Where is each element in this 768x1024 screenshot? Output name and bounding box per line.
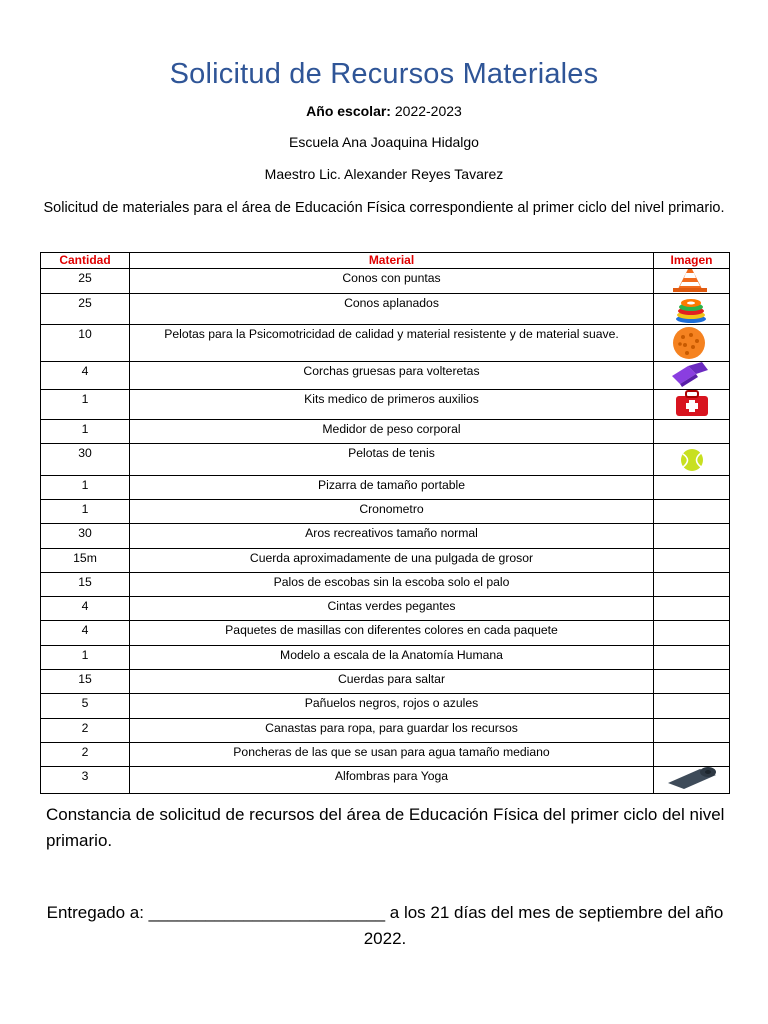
qty-cell: 1 <box>41 420 130 444</box>
orange-ball-icon <box>671 325 707 362</box>
image-cell <box>654 420 730 444</box>
qty-cell: 4 <box>41 621 130 646</box>
qty-cell: 15 <box>41 573 130 597</box>
school-name: Escuela Ana Joaquina Hidalgo <box>289 134 479 150</box>
image-cell <box>654 549 730 573</box>
request-intro: Solicitud de materiales para el área de Educación Física correspondiente al primer ciclo del nivel primario. <box>43 200 725 216</box>
table-row <box>41 444 730 476</box>
qty-cell: 30 <box>41 524 130 549</box>
material-cell: Conos aplanados <box>130 294 654 325</box>
school-year-label: Año escolar: <box>306 103 391 119</box>
purple-mat-icon <box>668 362 712 390</box>
qty-cell: 30 <box>41 444 130 476</box>
qty-cell: 25 <box>41 294 130 325</box>
qty-cell: 10 <box>41 325 130 362</box>
table-row <box>41 573 730 597</box>
traffic-cone-icon <box>670 269 710 294</box>
material-cell: Cuerda aproximadamente de una pulgada de grosor <box>130 549 654 573</box>
qty-cell: 2 <box>41 719 130 743</box>
material-cell: Pizarra de tamaño portable <box>130 476 654 500</box>
image-cell <box>654 390 730 420</box>
materials-table <box>40 252 730 794</box>
tennis-ball-icon <box>679 447 705 476</box>
qty-cell: 1 <box>41 500 130 524</box>
material-cell: Kits medico de primeros auxilios <box>130 390 654 420</box>
material-cell: Canastas para ropa, para guardar los recursos <box>130 719 654 743</box>
header-image: Imagen <box>654 253 730 269</box>
flat-cones-icon <box>674 294 708 325</box>
material-cell: Cronometro <box>130 500 654 524</box>
qty-cell: 3 <box>41 767 130 794</box>
teacher-name: Maestro Lic. Alexander Reyes Tavarez <box>264 166 504 182</box>
image-cell <box>654 646 730 670</box>
image-cell <box>654 573 730 597</box>
school-year-value: 2022-2023 <box>394 103 462 119</box>
image-cell <box>654 325 730 362</box>
header-qty: Cantidad <box>41 253 130 269</box>
material-cell: Aros recreativos tamaño normal <box>130 524 654 549</box>
table-header-row <box>41 253 730 269</box>
table-row <box>41 670 730 694</box>
table-row <box>41 362 730 390</box>
table-row <box>41 767 730 794</box>
table-row <box>41 597 730 621</box>
qty-cell: 2 <box>41 743 130 767</box>
image-cell <box>654 621 730 646</box>
image-cell <box>654 524 730 549</box>
qty-cell: 15m <box>41 549 130 573</box>
material-cell: Modelo a escala de la Anatomía Humana <box>130 646 654 670</box>
table-row <box>41 621 730 646</box>
table-row <box>41 294 730 325</box>
material-cell: Corchas gruesas para volteretas <box>130 362 654 390</box>
table-row <box>41 420 730 444</box>
material-cell: Palos de escobas sin la escoba solo el palo <box>130 573 654 597</box>
material-cell: Conos con puntas <box>130 269 654 294</box>
image-cell <box>654 269 730 294</box>
qty-cell: 4 <box>41 597 130 621</box>
school-year-line <box>0 103 768 119</box>
yoga-mat-icon <box>666 767 718 794</box>
table-row <box>41 325 730 362</box>
table-row <box>41 646 730 670</box>
image-cell <box>654 444 730 476</box>
table-row <box>41 476 730 500</box>
table-row <box>41 500 730 524</box>
material-cell: Medidor de peso corporal <box>130 420 654 444</box>
material-cell: Paquetes de masillas con diferentes colores en cada paquete <box>130 621 654 646</box>
table-row <box>41 743 730 767</box>
image-cell <box>654 476 730 500</box>
table-row <box>41 694 730 719</box>
material-cell: Pañuelos negros, rojos o azules <box>130 694 654 719</box>
image-cell <box>654 362 730 390</box>
material-cell: Cuerdas para saltar <box>130 670 654 694</box>
qty-cell: 1 <box>41 646 130 670</box>
table-row <box>41 390 730 420</box>
material-cell: Poncheras de las que se usan para agua tamaño mediano <box>130 743 654 767</box>
qty-cell: 5 <box>41 694 130 719</box>
entregado-text: Entregado a: _________________________ a los 21 días del mes de septiembre del año 2022. <box>46 903 724 948</box>
image-cell <box>654 767 730 794</box>
material-cell: Pelotas para la Psicomotricidad de calidad y material resistente y de material suave. <box>130 325 654 362</box>
material-cell: Alfombras para Yoga <box>130 767 654 794</box>
image-cell <box>654 670 730 694</box>
material-cell: Pelotas de tenis <box>130 444 654 476</box>
table-row <box>41 719 730 743</box>
constancia-text: Constancia de solicitud de recursos del área de Educación Física del primer ciclo del nivel primario. <box>46 805 725 850</box>
material-cell: Cintas verdes pegantes <box>130 597 654 621</box>
first-aid-kit-icon <box>672 390 712 420</box>
qty-cell: 4 <box>41 362 130 390</box>
header-material: Material <box>130 253 654 269</box>
image-cell <box>654 294 730 325</box>
table-row <box>41 549 730 573</box>
image-cell <box>654 694 730 719</box>
qty-cell: 1 <box>41 390 130 420</box>
qty-cell: 15 <box>41 670 130 694</box>
table-row <box>41 269 730 294</box>
qty-cell: 1 <box>41 476 130 500</box>
image-cell <box>654 719 730 743</box>
image-cell <box>654 743 730 767</box>
image-cell <box>654 500 730 524</box>
table-row <box>41 524 730 549</box>
image-cell <box>654 597 730 621</box>
qty-cell: 25 <box>41 269 130 294</box>
page-title: Solicitud de Recursos Materiales <box>169 58 599 90</box>
